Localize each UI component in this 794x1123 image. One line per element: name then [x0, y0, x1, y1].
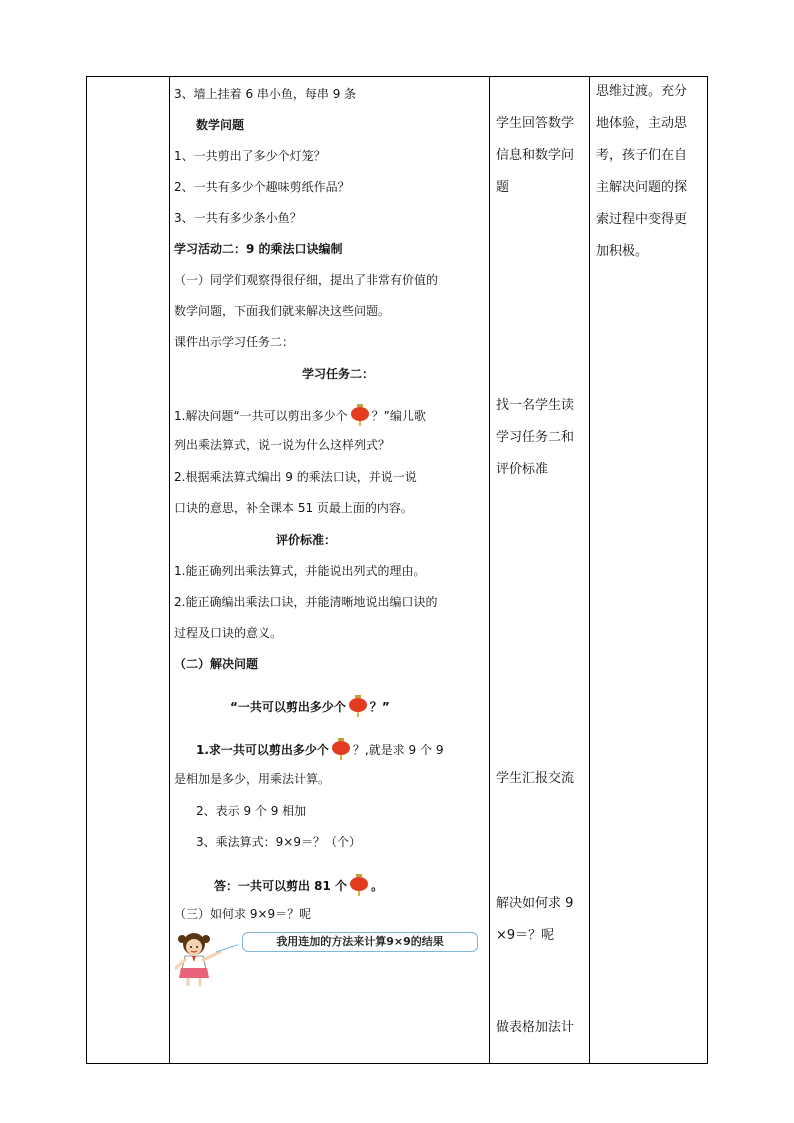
text-segment: ？,就是求 9 个 9 [352, 743, 444, 757]
question-line: （三）如何求 9×9＝？呢 [174, 907, 312, 921]
intent-line: 加积极。 [596, 244, 649, 259]
student-line: 做表格加法计 [496, 1020, 575, 1035]
student-line: 学生汇报交流 [496, 771, 575, 786]
solution-line: 是相加是多少，用乘法计算。 [174, 772, 331, 786]
intent-line: 思维过渡。充分 [596, 84, 688, 99]
paragraph-line: 课件出示学习任务二： [174, 335, 295, 349]
intent-line: 考，孩子们在自 [596, 148, 688, 163]
text-segment: 答：一共可以剪出 81 个 [214, 879, 348, 893]
text-segment: 1.解决问题“一共可以剪出多少个 [174, 409, 348, 423]
section-heading: （二）解决问题 [174, 657, 259, 671]
text-segment: ？” [369, 700, 390, 714]
intent-line: 地体验，主动思 [596, 116, 688, 131]
activity-heading: 学习活动二：9 的乘法口诀编制 [174, 242, 343, 256]
student-line: 找一名学生读 [496, 398, 575, 413]
column-divider [589, 77, 590, 1063]
section-heading: 数学问题 [196, 118, 245, 132]
girl-cartoon-icon [174, 930, 238, 988]
task-line [174, 404, 426, 426]
criteria-line: 过程及口诀的意义。 [174, 626, 283, 640]
info-line: 3、墙上挂着 6 串小鱼，每串 9 条 [174, 87, 357, 101]
problem-line [230, 695, 390, 717]
student-line: 题 [496, 180, 510, 195]
question-line: 1、一共剪出了多少个灯笼？ [174, 149, 326, 163]
red-lantern-icon [331, 738, 351, 760]
student-line: 信息和数学问 [496, 148, 575, 163]
solution-line: 3、乘法算式：9×9＝？（个） [196, 835, 361, 849]
column-divider [489, 77, 490, 1063]
criteria-heading: 评价标准： [276, 533, 337, 547]
paragraph-line: 数学问题，下面我们就来解决这些问题。 [174, 304, 391, 318]
text-segment: 1.求一共可以剪出多少个 [196, 743, 329, 757]
answer-line [214, 874, 383, 896]
student-line: 学习任务二和 [496, 430, 575, 445]
text-segment: ？”编儿歌 [371, 409, 426, 423]
question-line: 3、一共有多少条小鱼？ [174, 211, 302, 225]
question-line: 2、一共有多少个趣味剪纸作品？ [174, 180, 350, 194]
text-segment: 。 [371, 879, 384, 893]
text-segment: “一共可以剪出多少个 [230, 700, 346, 714]
column-divider [169, 77, 170, 1063]
speech-bubble: 我用连加的方法来计算9×9的结果 [242, 932, 478, 952]
solution-line [196, 738, 443, 760]
student-line: 学生回答数学 [496, 116, 575, 131]
red-lantern-icon [349, 874, 369, 896]
paragraph-line: （一）同学们观察得很仔细，提出了非常有价值的 [174, 273, 439, 287]
red-lantern-icon [348, 695, 368, 717]
task-line: 2.根据乘法算式编出 9 的乘法口诀，并说一说 [174, 470, 417, 484]
student-line: ×9＝？呢 [496, 928, 555, 943]
intent-line: 主解决问题的探 [596, 180, 688, 195]
solution-line: 2、表示 9 个 9 相加 [196, 804, 307, 818]
student-line: 评价标准 [496, 462, 549, 477]
task-heading: 学习任务二： [302, 367, 375, 381]
red-lantern-icon [350, 404, 370, 426]
student-line: 解决如何求 9 [496, 896, 574, 911]
criteria-line: 1.能正确列出乘法算式，并能说出列式的理由。 [174, 564, 426, 578]
task-line: 口诀的意思，补全课本 51 页最上面的内容。 [174, 501, 413, 515]
intent-line: 索过程中变得更 [596, 212, 688, 227]
task-line: 列出乘法算式，说一说为什么这样列式？ [174, 438, 391, 452]
criteria-line: 2.能正确编出乘法口诀，并能清晰地说出编口诀的 [174, 595, 438, 609]
